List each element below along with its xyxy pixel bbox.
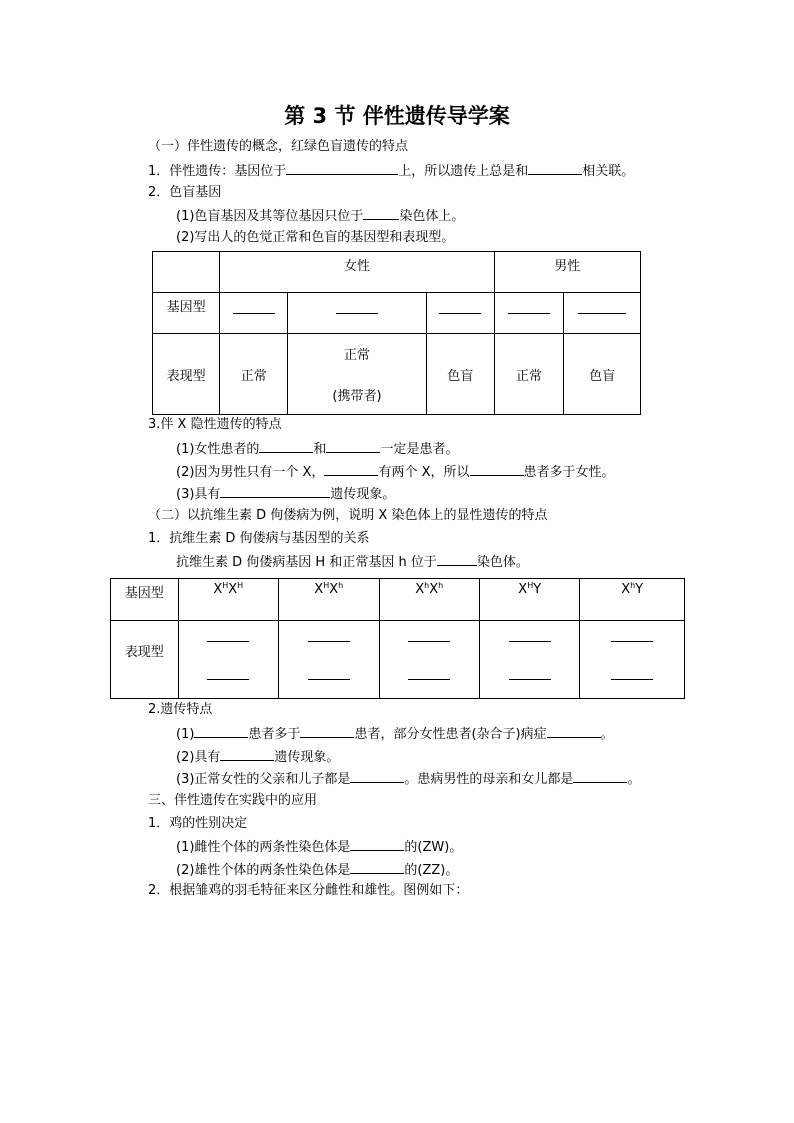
text: 抗维生素 D 佝偻病基因 H 和正常基因 h 位于 — [176, 555, 437, 570]
question-2-2-1 — [176, 724, 614, 744]
question-1-3-1 — [176, 439, 458, 459]
text: 遗传现象。 — [330, 487, 396, 502]
genotype-cell[interactable] — [426, 293, 494, 334]
question-3-1-1 — [176, 837, 462, 857]
answer-blank[interactable] — [207, 678, 249, 680]
text: (1)雌性个体的两条性染色体是 — [176, 840, 351, 855]
genotype-label: 基因型 — [153, 293, 220, 334]
section-heading-3: 三、伴性遗传在实践中的应用 — [148, 793, 318, 808]
answer-blank[interactable] — [528, 161, 582, 175]
answer-blank[interactable] — [308, 640, 350, 642]
color-blindness-table — [152, 251, 641, 415]
text: (2)因为男性只有一个 X， — [176, 465, 325, 480]
text: 相关联。 — [582, 164, 635, 179]
question-2-2-3 — [176, 769, 640, 789]
rickets-table — [110, 578, 685, 699]
phenotype-cell: 正常 — [494, 334, 564, 415]
text: 患者多于女性。 — [523, 465, 615, 480]
answer-blank[interactable] — [194, 724, 248, 738]
answer-blank[interactable] — [611, 678, 653, 680]
page-title: 第 3 节 伴性遗传导学案 — [284, 104, 510, 128]
answer-blank[interactable] — [324, 462, 378, 476]
genotype-header: $X^HY$ — [479, 579, 579, 621]
text: 正常 — [343, 348, 370, 363]
phenotype-label: 表现型 — [111, 621, 179, 699]
answer-blank[interactable] — [300, 724, 354, 738]
text: (2)雄性个体的两条性染色体是 — [176, 863, 351, 878]
text: 染色体上。 — [399, 209, 465, 224]
corner-cell — [153, 252, 220, 293]
question-2-1-sub — [176, 552, 529, 572]
answer-blank[interactable] — [508, 312, 550, 314]
answer-blank[interactable] — [233, 312, 275, 314]
text: 和 — [313, 442, 327, 457]
phenotype-cell: 色盲 — [564, 334, 641, 415]
text: 患者多于 — [248, 727, 301, 742]
answer-blank[interactable] — [286, 161, 398, 175]
phenotype-cell: 色盲 — [426, 334, 494, 415]
answer-blank[interactable] — [573, 769, 627, 783]
text: 遗传现象。 — [274, 750, 340, 765]
phenotype-cell[interactable] — [379, 621, 479, 699]
text: (2)具有 — [176, 750, 221, 765]
genotype-label: 基因型 — [111, 579, 179, 621]
answer-blank[interactable] — [363, 206, 399, 220]
answer-blank[interactable] — [350, 837, 404, 851]
answer-blank[interactable] — [220, 747, 274, 761]
question-1-3-3 — [176, 484, 395, 504]
text: 一定是患者。 — [380, 442, 459, 457]
question-3-2: 2．根据雏鸡的羽毛特征来区分雌性和雄性。图例如下： — [148, 883, 469, 898]
genotype-header: $X^hY$ — [580, 579, 685, 621]
question-3-1: 1．鸡的性别决定 — [148, 816, 248, 831]
answer-blank[interactable] — [509, 678, 551, 680]
phenotype-cell[interactable] — [479, 621, 579, 699]
phenotype-cell: 正常 — [220, 334, 288, 415]
text: (1)女性患者的 — [176, 442, 260, 457]
section-heading-2: （二）以抗维生素 D 佝偻病为例，说明 X 染色体上的显性遗传的特点 — [148, 508, 548, 523]
answer-blank[interactable] — [336, 312, 378, 314]
text: (3)具有 — [176, 487, 221, 502]
answer-blank[interactable] — [207, 640, 249, 642]
question-1-1 — [148, 161, 634, 181]
genotype-cell[interactable] — [220, 293, 288, 334]
genotype-cell[interactable] — [494, 293, 564, 334]
question-1-3: 3.伴 X 隐性遗传的特点 — [148, 417, 282, 432]
question-2-1: 1．抗维生素 D 佝偻病与基因型的关系 — [148, 531, 370, 546]
question-2-2: 2.遗传特点 — [148, 702, 213, 717]
text: (3)正常女性的父亲和儿子都是 — [176, 772, 351, 787]
answer-blank[interactable] — [308, 678, 350, 680]
answer-blank[interactable] — [259, 439, 313, 453]
phenotype-cell — [288, 334, 427, 415]
text: (携带者) — [332, 389, 382, 404]
answer-blank[interactable] — [509, 640, 551, 642]
phenotype-cell[interactable] — [279, 621, 379, 699]
phenotype-cell[interactable] — [580, 621, 685, 699]
answer-blank[interactable] — [408, 640, 450, 642]
text: 的(ZZ)。 — [404, 863, 459, 878]
text: 有两个 X，所以 — [378, 465, 470, 480]
question-1-2: 2．色盲基因 — [148, 185, 222, 200]
text: 。患病男性的母亲和女儿都是 — [404, 772, 574, 787]
answer-blank[interactable] — [220, 484, 330, 498]
answer-blank[interactable] — [578, 312, 626, 314]
genotype-cell[interactable] — [564, 293, 641, 334]
answer-blank[interactable] — [439, 312, 481, 314]
text: 患者，部分女性患者(杂合子)病症 — [354, 727, 547, 742]
phenotype-label: 表现型 — [153, 334, 220, 415]
question-1-3-2 — [176, 462, 615, 482]
section-heading-1: （一）伴性遗传的概念，红绿色盲遗传的特点 — [148, 139, 409, 154]
text: 。 — [627, 772, 641, 787]
genotype-cell[interactable] — [288, 293, 427, 334]
genotype-header: $X^HX^h$ — [279, 579, 379, 621]
answer-blank[interactable] — [350, 769, 404, 783]
text: 上，所以遗传上总是和 — [398, 164, 529, 179]
question-3-1-2 — [176, 860, 458, 880]
text: (1)色盲基因及其等位基因只位于 — [176, 209, 364, 224]
answer-blank[interactable] — [470, 462, 524, 476]
answer-blank[interactable] — [326, 439, 380, 453]
male-header: 男性 — [494, 252, 640, 293]
answer-blank[interactable] — [611, 640, 653, 642]
text: 。 — [600, 727, 614, 742]
question-2-2-2 — [176, 747, 339, 767]
question-1-2-2: (2)写出人的色觉正常和色盲的基因型和表现型。 — [176, 230, 455, 245]
question-1-2-1 — [176, 206, 464, 226]
answer-blank[interactable] — [408, 678, 450, 680]
text: (1) — [176, 727, 195, 742]
answer-blank[interactable] — [350, 860, 404, 874]
genotype-header: $X^hX^h$ — [379, 579, 479, 621]
genotype-header: $X^HX^H$ — [178, 579, 278, 621]
phenotype-cell[interactable] — [178, 621, 278, 699]
text: 染色体。 — [476, 555, 529, 570]
answer-blank[interactable] — [437, 552, 477, 566]
text: 的(ZW)。 — [404, 840, 463, 855]
answer-blank[interactable] — [547, 724, 601, 738]
text: 1．伴性遗传：基因位于 — [148, 164, 287, 179]
female-header: 女性 — [220, 252, 494, 293]
